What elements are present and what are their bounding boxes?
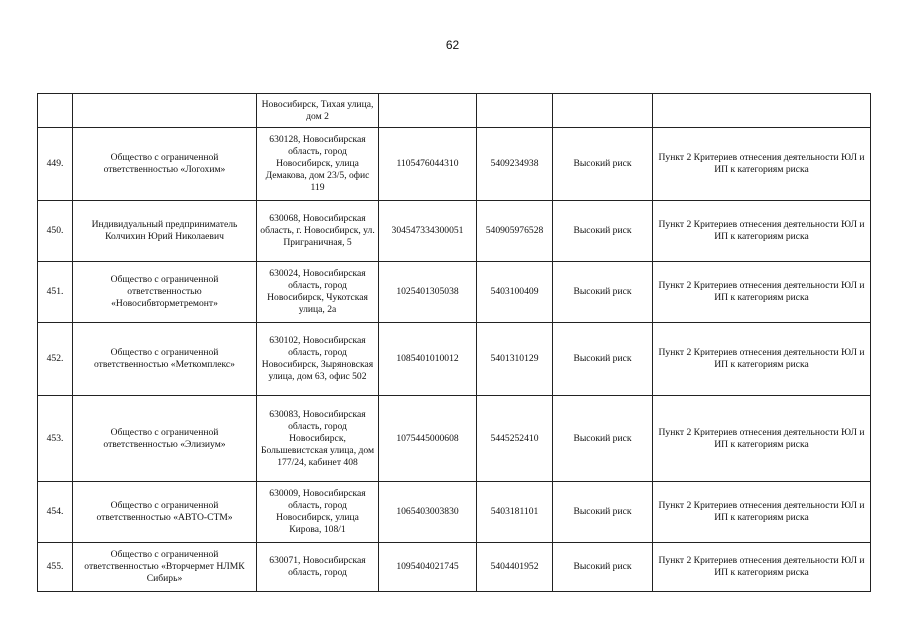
criteria-reference: Пункт 2 Критериев отнесения деятельности ЮЛ и ИП к категориям риска	[653, 262, 871, 323]
criteria-reference: Пункт 2 Критериев отнесения деятельности ЮЛ и ИП к категориям риска	[653, 128, 871, 201]
risk-category: Высокий риск	[553, 396, 653, 482]
risk-category: Высокий риск	[553, 262, 653, 323]
criteria-reference	[653, 94, 871, 128]
ogrn: 1065403003830	[379, 482, 477, 543]
criteria-reference: Пункт 2 Критериев отнесения деятельности ЮЛ и ИП к категориям риска	[653, 201, 871, 262]
entity-name: Общество с ограниченной ответственностью «Логохим»	[73, 128, 257, 201]
risk-category	[553, 94, 653, 128]
risk-category: Высокий риск	[553, 323, 653, 396]
entity-name: Общество с ограниченной ответственностью «Новосибвторметремонт»	[73, 262, 257, 323]
entity-name: Общество с ограниченной ответственностью «Меткомплекс»	[73, 323, 257, 396]
page-number: 62	[445, 38, 460, 52]
table-row	[38, 396, 871, 482]
entity-address: 630128, Новосибирская область, город Новосибирск, улица Демакова, дом 23/5, офис 119	[257, 128, 379, 201]
ogrn: 1025401305038	[379, 262, 477, 323]
ogrn	[379, 94, 477, 128]
inn	[477, 94, 553, 128]
ogrn: 1095404021745	[379, 543, 477, 592]
risk-category: Высокий риск	[553, 482, 653, 543]
table-row	[38, 543, 871, 592]
entity-address: 630024, Новосибирская область, город Новосибирск, Чукотская улица, 2а	[257, 262, 379, 323]
inn: 5401310129	[477, 323, 553, 396]
row-number: 455.	[38, 543, 73, 592]
table-row	[38, 262, 871, 323]
criteria-reference: Пункт 2 Критериев отнесения деятельности ЮЛ и ИП к категориям риска	[653, 543, 871, 592]
table-row	[38, 201, 871, 262]
inn: 5403181101	[477, 482, 553, 543]
row-number	[38, 94, 73, 128]
ogrn: 1075445000608	[379, 396, 477, 482]
row-number: 454.	[38, 482, 73, 543]
criteria-reference: Пункт 2 Критериев отнесения деятельности ЮЛ и ИП к категориям риска	[653, 323, 871, 396]
row-number: 451.	[38, 262, 73, 323]
entity-name: Индивидуальный предприниматель Колчихин Юрий Николаевич	[73, 201, 257, 262]
table-row	[38, 128, 871, 201]
row-number: 450.	[38, 201, 73, 262]
risk-registry-table	[37, 93, 871, 592]
ogrn: 1085401010012	[379, 323, 477, 396]
entity-address: 630071, Новосибирская область, город	[257, 543, 379, 592]
entity-address: 630102, Новосибирская область, город Новосибирск, Зыряновская улица, дом 63, офис 502	[257, 323, 379, 396]
criteria-reference: Пункт 2 Критериев отнесения деятельности ЮЛ и ИП к категориям риска	[653, 482, 871, 543]
table-row	[38, 323, 871, 396]
entity-address: Новосибирск, Тихая улица, дом 2	[257, 94, 379, 128]
ogrn: 304547334300051	[379, 201, 477, 262]
ogrn: 1105476044310	[379, 128, 477, 201]
entity-name: Общество с ограниченной ответственностью «Элизиум»	[73, 396, 257, 482]
inn: 540905976528	[477, 201, 553, 262]
inn: 5404401952	[477, 543, 553, 592]
entity-address: 630068, Новосибирская область, г. Новосибирск, ул. Приграничная, 5	[257, 201, 379, 262]
row-number: 452.	[38, 323, 73, 396]
risk-category: Высокий риск	[553, 201, 653, 262]
risk-category: Высокий риск	[553, 543, 653, 592]
table-row	[38, 94, 871, 128]
entity-address: 630083, Новосибирская область, город Новосибирск, Большевистская улица, дом 177/24, кабинет 408	[257, 396, 379, 482]
row-number: 449.	[38, 128, 73, 201]
inn: 5445252410	[477, 396, 553, 482]
inn: 5403100409	[477, 262, 553, 323]
risk-category: Высокий риск	[553, 128, 653, 201]
entity-name: Общество с ограниченной ответственностью «Вторчермет НЛМК Сибирь»	[73, 543, 257, 592]
entity-name: Общество с ограниченной ответственностью «АВТО-СТМ»	[73, 482, 257, 543]
entity-name	[73, 94, 257, 128]
table-row	[38, 482, 871, 543]
entity-address: 630009, Новосибирская область, город Новосибирск, улица Кирова, 108/1	[257, 482, 379, 543]
inn: 5409234938	[477, 128, 553, 201]
row-number: 453.	[38, 396, 73, 482]
criteria-reference: Пункт 2 Критериев отнесения деятельности ЮЛ и ИП к категориям риска	[653, 396, 871, 482]
